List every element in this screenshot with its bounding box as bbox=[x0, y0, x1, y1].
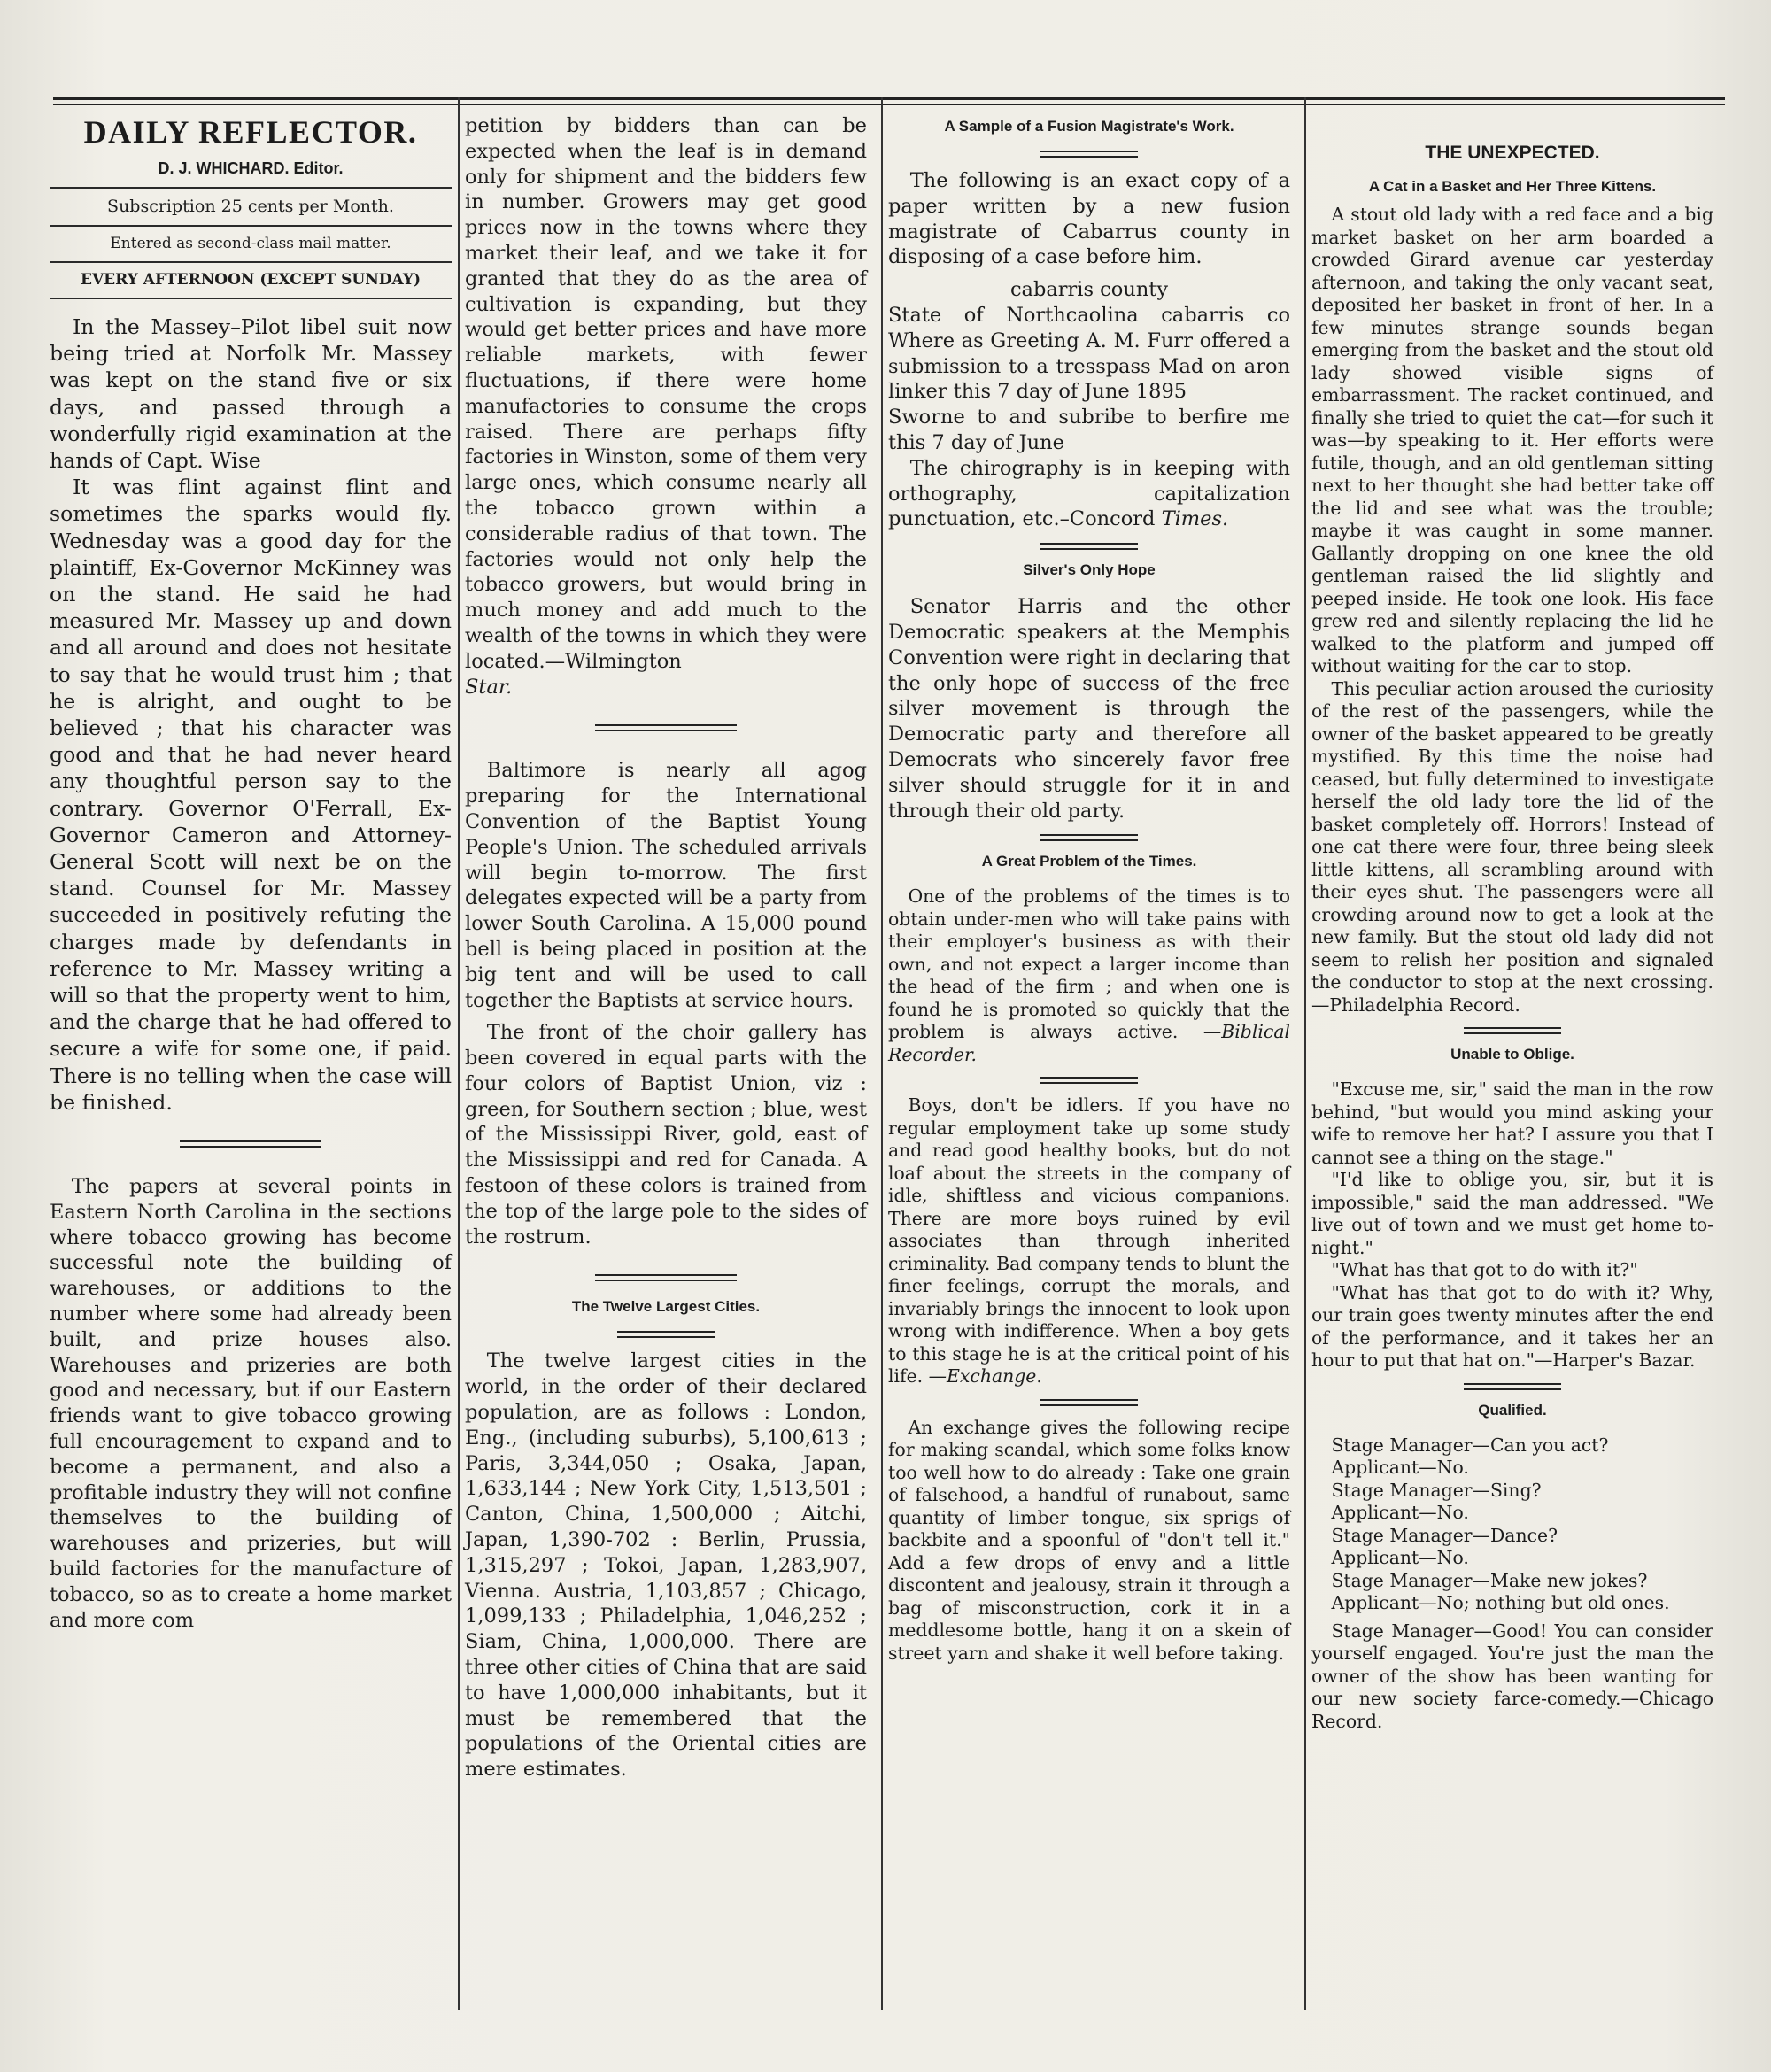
oblige-paragraph-3: "What has that got to do with it?" bbox=[1331, 1259, 1638, 1280]
boys-paragraph bbox=[888, 1094, 1290, 1388]
divider bbox=[1040, 1399, 1138, 1406]
divider bbox=[180, 1140, 321, 1148]
unexpected-paragraph-2: This peculiar action aroused the curiosity of the rest of the passengers, while the owner of the basket appeared to be greatly mystified. By this time the noise had ceased, but fully determined to investigate herself the old lady tore the lid of the basket completely off. Horrors! Instead of one cat there were four, three being sleek little kittens, all scrambling around with their eyes shut. The passengers were all crowding around now to get a look at the new family. But the stout old lady did not seem to relish her position and signaled the conductor to stop at the next crossing.—Philadelphia Record. bbox=[1311, 677, 1713, 1016]
oblige-paragraph-1: "Excuse me, sir," said the man in the row behind, "but would you mind asking your wife to remove her hat? I assure you that I cannot see a thing on the stage." bbox=[1311, 1079, 1713, 1168]
schedule-line: EVERY AFTERNOON (EXCEPT SUNDAY) bbox=[50, 261, 452, 299]
top-rule-thin bbox=[53, 104, 1725, 105]
fusion-paragraph-2-text: The chirography is in keeping with orthography, capitalization punctuation, etc.–Concord bbox=[888, 456, 1290, 531]
tobacco-source bbox=[465, 675, 867, 700]
dialogue-line: Stage Manager—Good! You can consider yourself engaged. You're just the man the owner of the show has been wanting for our new society farce-comedy.—Chicago Record. bbox=[1311, 1620, 1713, 1732]
divider bbox=[1040, 543, 1138, 550]
dialogue-line: Stage Manager—Sing? bbox=[1331, 1479, 1542, 1501]
oblige-headline: Unable to Oblige. bbox=[1450, 1046, 1574, 1063]
mail-line: Entered as second-class mail matter. bbox=[50, 225, 452, 261]
dialogue-line: Applicant—No. bbox=[1331, 1457, 1469, 1478]
column-1 bbox=[44, 113, 457, 2017]
massey-paragraph-1: In the Massey–Pilot libel suit now being tried at Norfolk Mr. Massey was kept on the stand five or six days, and passed through a wonderfully rigid examination at the hands of Capt. Wise bbox=[50, 314, 452, 474]
divider bbox=[1464, 1383, 1561, 1390]
divider bbox=[595, 1274, 737, 1281]
fusion-paragraph-2 bbox=[888, 456, 1290, 532]
cities-paragraph: The twelve largest cities in the world, in the order of their declared population, are as follows : London, Eng., (including suburbs), 5,100,613 ; Paris, 3,344,050 ; Osaka, Japan, 1,633,144 ; New York City, 1,513,501 ; Canton, China, 1,500,000 ; Aitchi, Japan, 1,390-702 : Berlin, Prussia, 1,315,297 ; Tokoi, Japan, 1,283,907, Vienna. Austria, 1,103,857 ; Chicago, 1,099,133 ; Philadelphia, 1,046,252 ; Siam, China, 1,000,000. There are three other cities of China that are said to have 1,000,000 inhabitants, but it must be remembered that the populations of the Oriental cities are mere estimates. bbox=[465, 1349, 867, 1782]
silver-paragraph: Senator Harris and the other Democratic speakers at the Memphis Convention were right in declaring that the only hope of success of the free silver movement is through the Democratic party and therefore all Democrats who sincerely favor free silver should struggle for it in and through their old party. bbox=[888, 595, 1290, 823]
source-name: Times. bbox=[1161, 507, 1229, 531]
fusion-headline: A Sample of a Fusion Magistrate's Work. bbox=[944, 118, 1234, 135]
fusion-quote-body: State of Northcaolina cabarris co Where as Greeting A. M. Furr offered a submission to a tresspass Mad on aron linker this 7 day of June 1895 bbox=[888, 303, 1290, 404]
subscription-line: Subscription 25 cents per Month. bbox=[50, 187, 452, 225]
massey-paragraph-2: It was flint against flint and sometimes the sparks would fly. Wednesday was a good day for the plaintiff, Ex-Governor McKinney was on the stand. He said he had measured Mr. Massey up and down and all around and does not hesitate to say that he would trust him ; that he is alright, and ought to be believed ; that his character was good and that he had never heard any thoughtful person say to the contrary. Governor O'Ferrall, Ex-Governor Cameron and Attorney-General Scott will next be on the stand. Counsel for Mr. Massey succeeded in positively refuting the charges made by defendants in reference to Mr. Massey writing a will so that the property went to him, and the charge that he had offered to secure a wife for some one, if paid. There is no telling when the case will be finished. bbox=[50, 475, 452, 1115]
column-3 bbox=[883, 113, 1295, 2017]
oblige-paragraph-2: "I'd like to oblige you, sir, but it is impossible," said the man addressed. "We live out of town and we must get home to-night." bbox=[1311, 1169, 1713, 1258]
unexpected-headline: THE UNEXPECTED. bbox=[1425, 143, 1600, 163]
fusion-paragraph-1: The following is an exact copy of a paper written by a new fusion magistrate of Cabarrus county in disposing of a case before him. bbox=[888, 169, 1290, 269]
tobacco-continued: petition by bidders than can be expected when the leaf is in demand only for shipment and the bidders few in number. Growers may get good prices now in the towns where they market their leaf, and we take it for granted that they do as the area of cultivation is expanding, but they would get better prices and have more reliable markets, with fewer fluctuations, if there were home manufactories to consume the crops raised. There are perhaps fifty factories in Winston, some of them very large ones, which consume nearly all the tobacco grown within a considerable radius of that town. The factories would not only help the tobacco growers, but would bring in much money and add much to the wealth of the towns in which they were located.—Wilmington bbox=[465, 114, 867, 673]
divider bbox=[1464, 1027, 1561, 1034]
dialogue-line: Applicant—No. bbox=[1331, 1547, 1469, 1568]
divider bbox=[595, 724, 737, 731]
unexpected-paragraph-1: A stout old lady with a red face and a big market basket on her arm boarded a crowded Girard avenue car yesterday afternoon, and taking the only vacant seat, deposited her basket in front of her. In a few minutes strange sounds began emerging from the basket and the stout old lady showed visible signs of embarrassment. The racket continued, and finally she tried to quiet the cat—for such it was—by speaking to it. Her efforts were futile, though, and an old gentleman sitting next to her thought she had better take off the lid and see what was the trouble; maybe it was caught in some manner. Gallantly dropping on one knee the old gentleman raised the lid slightly and peeped inside. He took one look. His face grew red and silently replacing the lid he walked to the platform and jumped off without waiting for the car to stop. bbox=[1311, 204, 1713, 676]
divider bbox=[1040, 834, 1138, 841]
column-4 bbox=[1306, 113, 1719, 2017]
scandal-paragraph: An exchange gives the following recipe for making scandal, which some folks know too well how to do already : Take one grain of falsehood, a handful of runabout, same quantity of limber tongue, six sprigs of backbite and a spoonful of "don't tell it." Add a few drops of envy and a little discontent and jealousy, strain it through a bag of misconstruction, cork it in a meddlesome bottle, hang it on a skein of street yarn and shake it well before taking. bbox=[888, 1416, 1290, 1664]
baltimore-paragraph-1: Baltimore is nearly all agog preparing for the International Convention of the Baptist Young People's Union. The scheduled arrivals will begin to-morrow. The first delegates expected will be a party from lower South Carolina. A 15,000 pound bell is being placed in position at the big tent and will be used to call together the Baptists at service hours. bbox=[465, 759, 867, 1012]
silver-headline: Silver's Only Hope bbox=[1023, 561, 1156, 579]
tobacco-paragraph: The papers at several points in Eastern North Carolina in the sections where tobacco growing has become successful note the building of warehouses, or additions to the number where some had already been built, and prize houses also. Warehouses and prizeries are both good and necessary, but if our Eastern friends want to give tobacco growing full encouragement to expand and to become a permanent, and also a profitable industry they will not confine themselves to the building of warehouses and prizeries, but will build factories for the manufacture of tobacco, so as to create a home market and more com bbox=[50, 1175, 452, 1632]
oblige-paragraph-4: "What has that got to do with it? Why, our train goes twenty minutes after the end of the performance, and it takes her an hour to put that hat on."—Harper's Bazar. bbox=[1311, 1281, 1713, 1371]
editor-line: D. J. WHICHARD. Editor. bbox=[158, 159, 344, 177]
problem-paragraph bbox=[888, 885, 1290, 1066]
dialogue-line: Stage Manager—Dance? bbox=[1331, 1524, 1558, 1546]
divider bbox=[617, 1331, 715, 1338]
cities-headline: The Twelve Largest Cities. bbox=[571, 1298, 761, 1316]
baltimore-paragraph-2: The front of the choir gallery has been covered in equal parts with the four colors of Baptist Union, viz : green, for Southern section ; blue, west of the Mississippi River, gold, east of the Mississippi and red for Canada. A festoon of these colors is trained from the top of the large pole to the sides of the rostrum. bbox=[465, 1021, 867, 1249]
source-name: —Biblical Recorder. bbox=[888, 1021, 1290, 1065]
source-name: —Exchange. bbox=[928, 1365, 1042, 1388]
fusion-quote-oath: Sworne to and subribe to berfire me this 7 day of June bbox=[888, 406, 1290, 454]
qualified-headline: Qualified. bbox=[1478, 1401, 1547, 1419]
divider bbox=[1040, 1077, 1138, 1084]
source-name: Star. bbox=[465, 675, 513, 699]
column-2 bbox=[460, 113, 872, 2017]
masthead-title: DAILY REFLECTOR. bbox=[83, 114, 418, 150]
dialogue-line: Stage Manager—Can you act? bbox=[1331, 1434, 1609, 1456]
fusion-quote-heading: cabarris county bbox=[1009, 278, 1169, 302]
dialogue-line: Applicant—No; nothing but old ones. bbox=[1331, 1592, 1670, 1613]
problem-paragraph-text: One of the problems of the times is to obtain under-men who will take pains with their employer's business as with their own, and not expect a larger income than the head of the firm ; and when one is found he is promoted so quickly that the problem is always active. bbox=[888, 885, 1290, 1043]
problem-headline: A Great Problem of the Times. bbox=[981, 853, 1197, 870]
dialogue-line: Applicant—No. bbox=[1331, 1502, 1469, 1523]
unexpected-subheadline: A Cat in a Basket and Her Three Kittens. bbox=[1368, 178, 1657, 195]
dialogue-line: Stage Manager—Make new jokes? bbox=[1331, 1569, 1648, 1591]
divider bbox=[1040, 151, 1138, 158]
top-rule bbox=[53, 97, 1725, 100]
boys-paragraph-text: Boys, don't be idlers. If you have no regular employment take up some study and read good healthy books, but do not loaf about the streets in the company of idle, shiftless and vicious companions. There are more boys ruined by evil associates than through inherited criminality. Bad company tends to blunt the finer feelings, corrupt the morals, and invariably brings the innocent to look upon wrong with indifference. When a boy gets to this stage he is at the critical point of his life. bbox=[888, 1094, 1290, 1388]
